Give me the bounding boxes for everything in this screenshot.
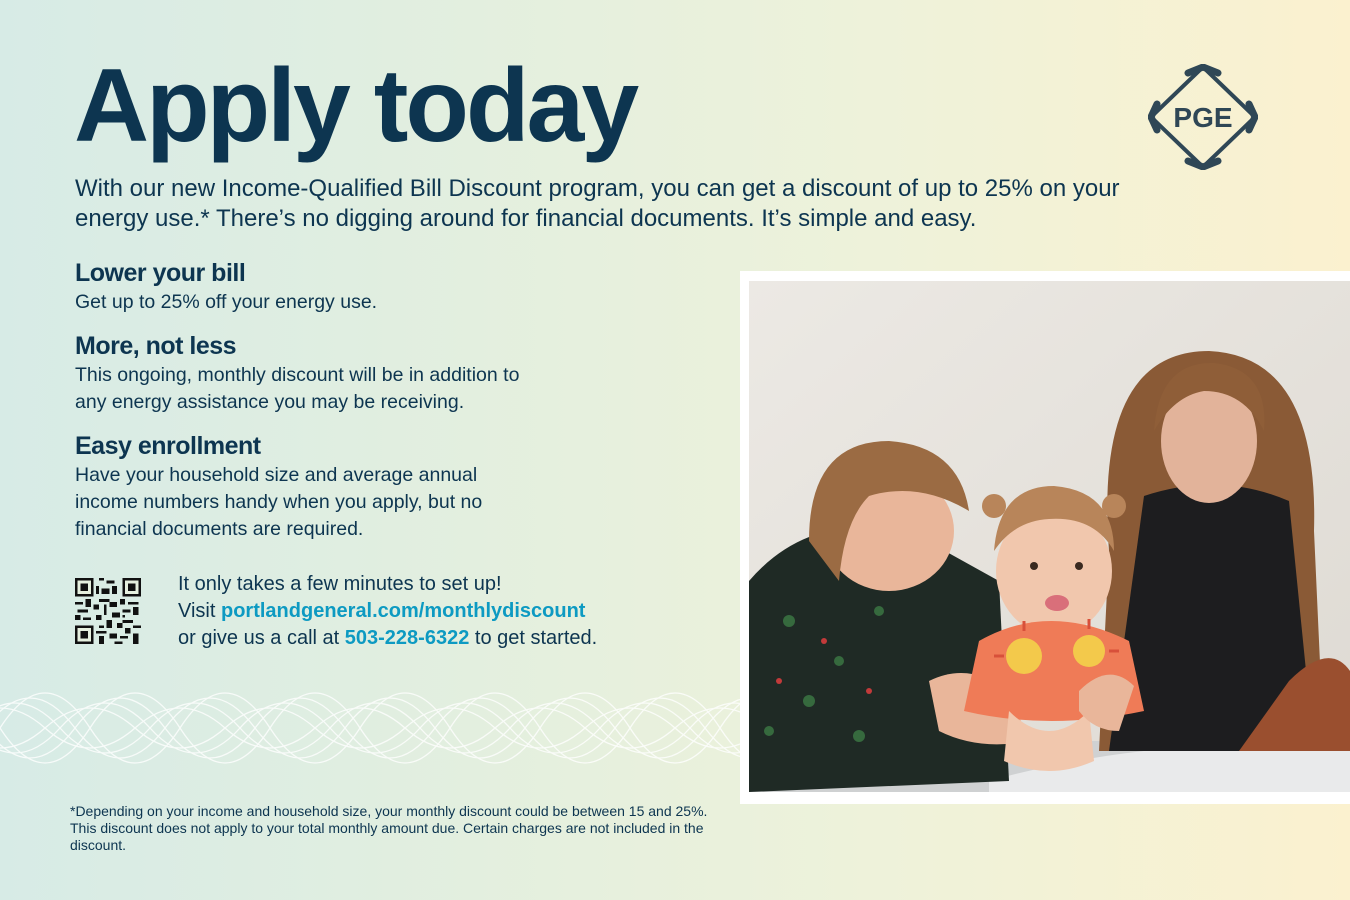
cta-visit-prefix: Visit xyxy=(178,600,216,622)
phone-link[interactable]: 503-228-6322 xyxy=(344,627,470,649)
family-photo xyxy=(749,281,1350,792)
benefit-lower-bill xyxy=(75,258,595,316)
monthly-discount-link[interactable]: portlandgeneral.com/monthlydiscount xyxy=(220,600,586,622)
qr-code-icon[interactable] xyxy=(75,578,141,644)
benefit-title: More, not less xyxy=(75,332,237,360)
benefit-more-not-less xyxy=(75,331,595,416)
cta-call-prefix: or give us a call at xyxy=(178,627,340,649)
pge-logo xyxy=(1148,64,1258,170)
call-to-action xyxy=(178,571,597,652)
cta-line: It only takes a few minutes to set up! xyxy=(178,573,502,595)
family-photo-illustration xyxy=(749,281,1350,792)
benefit-title: Lower your bill xyxy=(75,259,246,287)
decorative-wave-pattern xyxy=(0,668,760,788)
benefit-body: Have your household size and average annual income numbers handy when you apply, but no financial documents are required. xyxy=(75,464,483,540)
benefit-easy-enrollment xyxy=(75,431,595,543)
headline: Apply today xyxy=(74,48,637,164)
benefit-body: Get up to 25% off your energy use. xyxy=(75,291,378,313)
family-photo-frame xyxy=(740,271,1350,804)
intro-paragraph: With our new Income-Qualified Bill Discount program, you can get a discount of up to 25% on your energy use.* There’s no digging around for financial documents. It’s simple and easy. xyxy=(75,175,1120,232)
benefit-body: This ongoing, monthly discount will be in addition to any energy assistance you may be receiving. xyxy=(75,364,520,413)
pge-diamond-logo-icon xyxy=(1148,64,1258,170)
footnote: *Depending on your income and household size, your monthly discount could be between 15 and 25%. This discount does not apply to your total monthly amount due. Certain charges are not included in the discount. xyxy=(70,803,708,853)
cta-call-suffix: to get started. xyxy=(474,627,598,649)
logo-text: PGE xyxy=(1173,102,1233,133)
benefit-title: Easy enrollment xyxy=(75,432,261,460)
